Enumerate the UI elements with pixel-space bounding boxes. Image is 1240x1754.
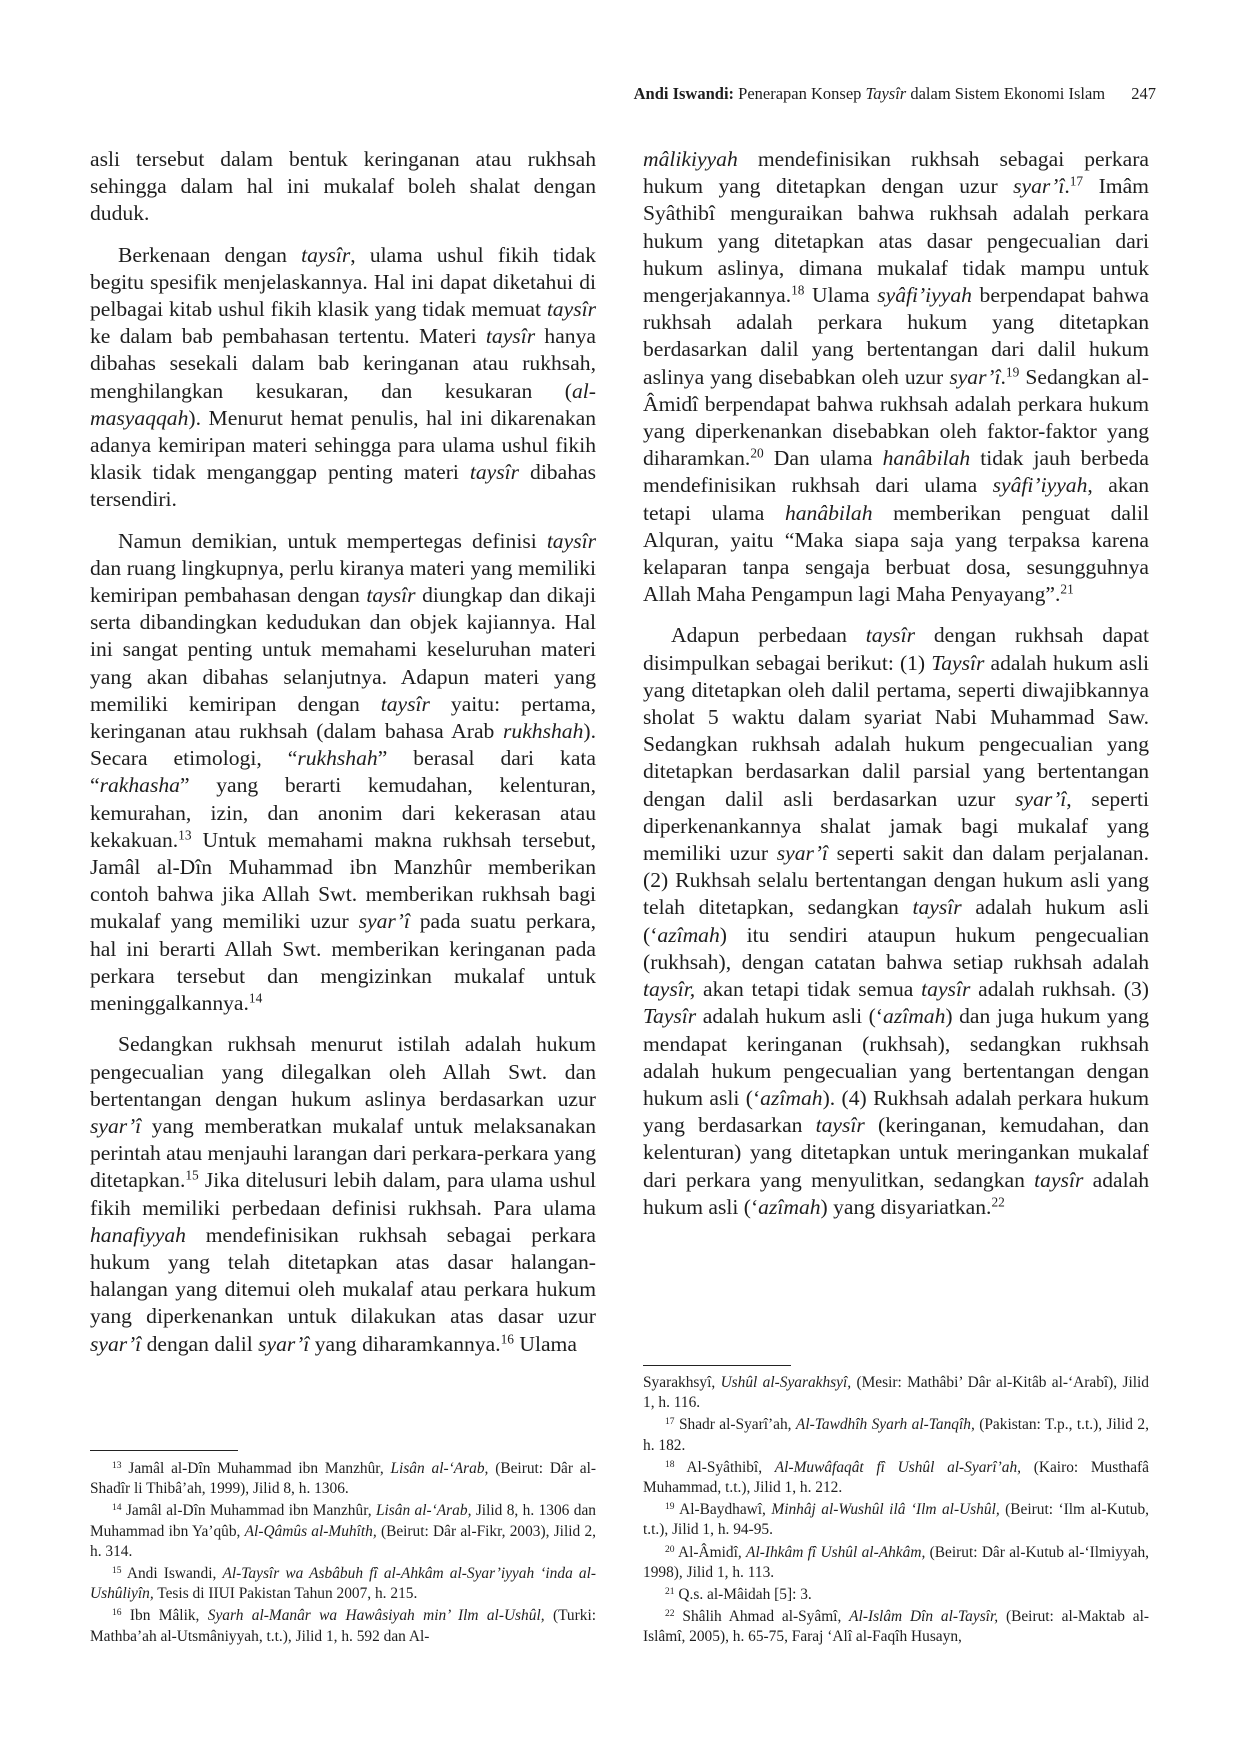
- footnote-13: $^{13}$ Jamâl al-Dîn Muhammad ibn Manzhûr, Lisân al-‘Arab, (Beirut: Dâr al-Shadîr li Thibâ’ah, 1999), Jilid 8, h. 1306.: [90, 1459, 596, 1498]
- header-title-post: dalam Sistem Ekonomi Islam: [910, 84, 1106, 103]
- footnote-ref-20[interactable]: 20: [750, 445, 764, 461]
- footnote-ref-14[interactable]: 14: [248, 990, 263, 1006]
- left-paragraph-2: Berkenaan dengan taysîr, ulama ushul fikih tidak begitu spesifik menjelaskannya. Hal ini dapat diketahui di pelbagai kitab ushul fikih klasik yang tidak memuat taysîr ke dalam bab pembahasan tertentu. Materi taysîr hanya dibahas sesekali dalam bab keringanan atau rukhsah, menghilangkan kesukaran, dan kesukaran (al-masyaqqah). Menurut hemat penulis, hal ini dikarenakan adanya kemiripan materi sehingga para ulama ushul fikih klasik tidak menganggap penting materi taysîr dibahas tersendiri.: [90, 242, 596, 512]
- running-header: [634, 84, 1156, 104]
- footnote-19: $^{19}$ Al-Baydhawî, Minhâj al-Wushûl ilâ ‘Ilm al-Ushûl, (Beirut: ‘Ilm al-Kutub, t.t.), Jilid 1, h. 94-95.: [643, 1500, 1150, 1539]
- header-title-em: Taysîr: [865, 84, 907, 103]
- header-author: Andi Iswandi:: [633, 84, 735, 103]
- footnote-separator-left: [90, 1450, 238, 1451]
- left-paragraph-4: Sedangkan rukhsah menurut istilah adalah hukum pengecualian yang dilegalkan oleh Allah Swt. dan bertentangan dengan hukum aslinya berdasarkan uzur syar’î yang memberatkan mukalaf untuk melaksanakan perintah atau menjauhi larangan dari perkara-perkara yang ditetapkan.$^{15}$ Jika ditelusuri lebih dalam, para ulama ushul fikih memiliki perbedaan definisi rukhsah. Para ulama hanafiyyah mendefinisikan rukhsah sebagai perkara hukum yang telah ditetapkan atas dasar halangan-halangan yang ditemui oleh mukalaf atau perkara hukum yang diperkenankan untuk dilakukan atas dasar uzur syar’î dengan dalil syar’î yang diharamkannya.$^{16}$ Ulama: [90, 1032, 596, 1356]
- left-paragraph-3: Namun demikian, untuk mempertegas definisi taysîr dan ruang lingkupnya, perlu kiranya materi yang memiliki kemiripan pembahasan dengan taysîr diungkap dan dikaji serta dibandingkan kedudukan dan objek kajiannya. Hal ini sangat penting untuk memahami keseluruhan materi yang akan dibahas selanjutnya. Adapun materi yang memiliki kemiripan dengan taysîr yaitu: pertama, keringanan atau rukhsah (dalam bahasa Arab rukhshah). Secara etimologi, “rukhshah” berasal dari kata “rakhasha” yang berarti kemudahan, kelenturan, kemurahan, izin, dan anonim dari kekerasan atau kekakuan.$^{13}$ Untuk memahami makna rukhsah tersebut, Jamâl al-Dîn Muhammad ibn Manzhûr memberikan contoh bahwa jika Allah Swt. memberikan rukhsah bagi mukalaf yang memiliki uzur syar’î pada suatu perkara, hal ini berarti Allah Swt. memberikan keringanan pada perkara tersebut dan mengizinkan mukalaf untuk meninggalkannya.$^{14}$: [90, 528, 596, 1016]
- footnote-separator-right: [643, 1365, 791, 1366]
- footnote-ref-13[interactable]: 13: [178, 827, 192, 843]
- footnote-ref-22[interactable]: 22: [991, 1194, 1005, 1210]
- left-column: [90, 146, 596, 1372]
- footnote-ref-15[interactable]: 15: [185, 1167, 199, 1183]
- footnote-21: $^{21}$ Q.s. al-Mâidah [5]: 3.: [665, 1585, 812, 1604]
- footnote-ref-19[interactable]: 19: [1005, 364, 1020, 380]
- footnote-16: $^{16}$ Ibn Mâlik, Syarh al-Manâr wa Hawâsiyah min’ Ilm al-Ushûl, (Turki: Mathba’ah al-Utsmâniyyah, t.t.), Jilid 1, h. 592 dan Al-: [90, 1607, 596, 1645]
- footnote-16-continued: Syarakhsyî, Ushûl al-Syarakhsyî, (Mesir: Mathâbi’ Dâr al-Kitâb al-‘Arabî), Jilid 1, h. 116.: [643, 1374, 1149, 1412]
- footnote-ref-21[interactable]: 21: [1060, 581, 1074, 597]
- page-number: 247: [1131, 84, 1156, 103]
- right-paragraph-1: mâlikiyyah mendefinisikan rukhsah sebagai perkara hukum yang ditetapkan dengan uzur syar’î.$^{17}$ Imâm Syâthibî menguraikan bahwa rukhsah adalah perkara hukum yang ditetapkan atas dasar pengecualian dari hukum aslinya, dimana mukalaf tidak mampu untuk mengerjakannya.$^{18}$ Ulama syâfi’iyyah berpendapat bahwa rukhsah adalah perkara hukum yang ditetapkan berdasarkan dalil yang bertentangan dari dalil hukum aslinya yang disebabkan oleh uzur syar’î.$^{19}$ Sedangkan al-Âmidî berpendapat bahwa rukhsah adalah perkara hukum yang diperkenankan disebabkan oleh faktor-faktor yang diharamkan.$^{20}$ Dan ulama hanâbilah tidak jauh berbeda mendefinisikan rukhsah dari ulama syâfi’iyyah, akan tetapi ulama hanâbilah memberikan penguat dalil Alquran, yaitu “Maka siapa saja yang terpaksa karena kelaparan tanpa sengaja berbuat dosa, sesungguhnya Allah Maha Pengampun lagi Maha Penyayang”.$^{21}$: [643, 147, 1150, 607]
- footnote-ref-18[interactable]: 18: [791, 282, 805, 298]
- footnote-14: $^{14}$ Jamâl al-Dîn Muhammad ibn Manzhûr, Lisân al-‘Arab, Jilid 8, h. 1306 dan Muhammad ibn Ya’qûb, Al-Qâmûs al-Muhîth, (Beirut: Dâr al-Fikr, 2003), Jilid 2, h. 314.: [90, 1502, 596, 1560]
- footnote-18: $^{18}$ Al-Syâthibî, Al-Muwâfaqât fî Ushûl al-Syarî’ah, (Kairo: Musthafâ Muhammad, t.t.), Jilid 1, h. 212.: [643, 1458, 1150, 1497]
- right-paragraph-2: Adapun perbedaan taysîr dengan rukhsah dapat disimpulkan sebagai berikut: (1) Taysîr adalah hukum asli yang ditetapkan oleh dalil pertama, seperti diwajibkannya sholat 5 waktu dalam syariat Nabi Muhammad Saw. Sedangkan rukhsah adalah hukum pengecualian yang ditetapkan berdasarkan dalil parsial yang bertentangan dengan dalil asli berdasarkan uzur syar’î, seperti diperkenankannya shalat jamak bagi mukalaf yang memiliki uzur syar’î seperti sakit dan dalam perjalanan. (2) Rukhsah selalu bertentangan dengan hukum asli yang telah ditetapkan, sedangkan taysîr adalah hukum asli (‘azîmah) itu sendiri ataupun hukum pengecualian (rukhsah), dengan catatan bahwa setiap rukhsah adalah taysîr, akan tetapi tidak semua taysîr adalah rukhsah. (3) Taysîr adalah hukum asli (‘azîmah) dan juga hukum yang mendapat keringanan (rukhsah), sedangkan rukhsah adalah hukum pengecualian yang bertentangan dengan hukum asli (‘azîmah). (4) Rukhsah adalah perkara hukum yang berdasarkan taysîr (keringanan, kemudahan, dan kelenturan) yang ditetapkan untuk meringankan mukalaf dari perkara yang menyulitkan, sedangkan taysîr adalah hukum asli (‘azîmah) yang disyariatkan.$^{22}$: [643, 623, 1149, 1219]
- header-title-pre: Penerapan Konsep: [738, 84, 862, 103]
- footnote-20: $^{20}$ Al-Âmidî, Al-Ihkâm fî Ushûl al-Ahkâm, (Beirut: Dâr al-Kutub al-‘Ilmiyyah, 1998), Jilid 1, h. 113.: [643, 1543, 1150, 1581]
- footnote-15: $^{15}$ Andi Iswandi, Al-Taysîr wa Asbâbuh fî al-Ahkâm al-Syar’iyyah ‘inda al-Ushûliyîn, Tesis di IIUI Pakistan Tahun 2007, h. 215.: [90, 1564, 596, 1603]
- right-column: [643, 146, 1149, 1235]
- footnote-ref-17[interactable]: 17: [1069, 173, 1084, 189]
- footnote-22: $^{22}$ Shâlih Ahmad al-Syâmî, Al-Islâm Dîn al-Taysîr, (Beirut: al-Maktab al-Islâmî, 2005), h. 65-75, Faraj ‘Alî al-Faqîh Husayn,: [643, 1607, 1149, 1646]
- left-paragraph-1: asli tersebut dalam bentuk keringanan atau rukhsah sehingga dalam hal ini mukalaf boleh shalat dengan duduk.: [90, 147, 596, 226]
- footnote-ref-16[interactable]: 16: [500, 1331, 514, 1347]
- footnote-17: $^{17}$ Shadr al-Syarî’ah, Al-Tawdhîh Syarh al-Tanqîh, (Pakistan: T.p., t.t.), Jilid 2, h. 182.: [643, 1416, 1149, 1454]
- footnotes-left: [90, 1459, 596, 1649]
- footnotes-right: [643, 1373, 1149, 1650]
